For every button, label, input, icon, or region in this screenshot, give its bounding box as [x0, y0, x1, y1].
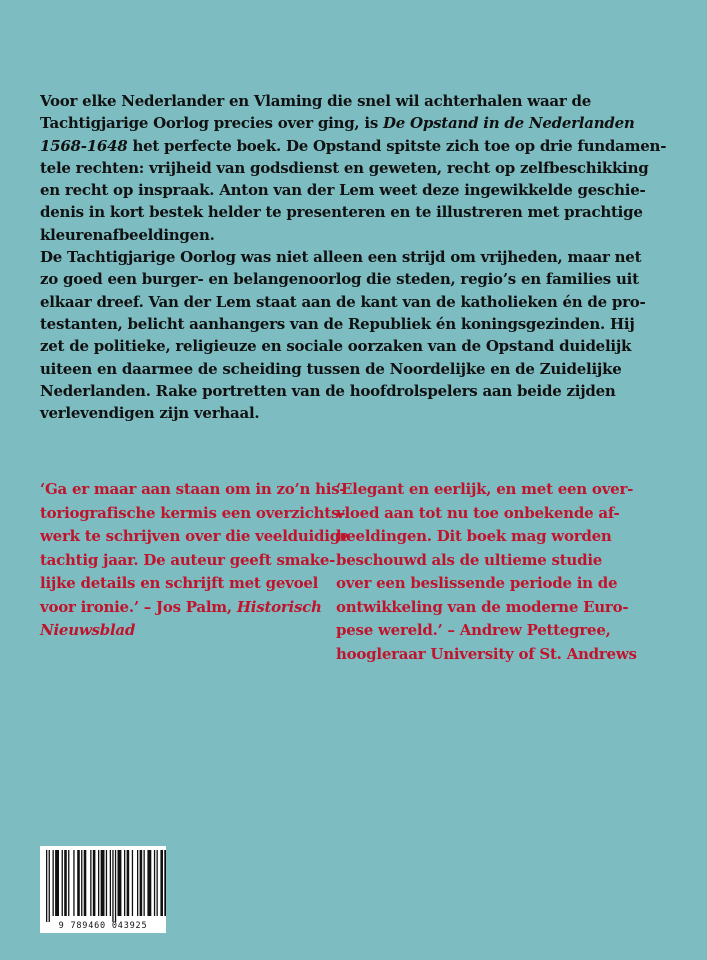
- barcode-bar: [53, 850, 54, 916]
- blurb-line: elkaar dreef. Van der Lem staat aan de kant van de katholieken én de pro-: [40, 292, 646, 311]
- barcode-bar: [64, 850, 67, 916]
- blurb-line: uiteen en daarmee de scheiding tussen de Noordelijke en de Zuidelijke: [40, 359, 622, 378]
- blurb-text-run: Tachtigjarige Oorlog precies over ging, is: [40, 114, 383, 133]
- quote-line: ‘Elegant en eerlijk, en met een over-: [336, 480, 634, 498]
- quote-line: pese wereld.’ – Andrew Pettegree,: [336, 621, 611, 639]
- barcode-bar: [68, 850, 69, 916]
- barcode-bar: [55, 850, 59, 916]
- barcode-bar: [110, 850, 111, 916]
- barcode-bar: [90, 850, 91, 916]
- quote-line: ontwikkeling van de moderne Euro-: [336, 597, 629, 616]
- source-publication-italic: Nieuwsblad: [40, 621, 136, 639]
- quote-line: lijke details en schrijft met gevoel: [40, 574, 319, 592]
- blurb-line: denis in kort bestek helder te presenteren en te illustreren met prachtige: [40, 203, 643, 222]
- barcode-bar: [101, 850, 105, 916]
- blurb-line: Nederlanden. Rake portretten van de hoofdrolspelers aan beide zijden: [40, 381, 616, 400]
- blurb-line: zet de politieke, religieuze en sociale oorzaken van de Opstand duidelijk: [40, 337, 632, 356]
- blurb-line: Voor elke Nederlander en Vlaming die snel wil achterhalen waar de: [40, 92, 592, 110]
- quote-line: [40, 619, 310, 643]
- barcode-bar: [81, 850, 82, 916]
- barcode-bar: [154, 850, 155, 916]
- review-quote-jos-palm: [40, 478, 350, 643]
- blurb-text-run: het perfecte boek. De Opstand spitste zich toe op drie fundamen-: [127, 136, 667, 155]
- quote-line: [40, 596, 322, 620]
- barcode-bar: [118, 850, 122, 916]
- quote-line: tachtig jaar. De auteur geeft smake-: [40, 550, 336, 569]
- barcode-bar: [157, 850, 158, 916]
- book-title-italic: De Opstand in de Nederlanden: [383, 114, 635, 133]
- review-quote-andrew-pettegree: [336, 478, 637, 666]
- blurb-paragraph-1: [40, 90, 667, 246]
- barcode-bar: [124, 850, 125, 916]
- barcode-bar: [49, 850, 50, 922]
- barcode-bar: [77, 850, 80, 916]
- blurb-line: verlevendigen zijn verhaal.: [40, 404, 260, 423]
- blurb-line: testanten, belicht aanhangers van de Republiek én koningsgezinden. Hij: [40, 314, 635, 333]
- blurb-line: [40, 112, 640, 134]
- quote-line: ‘Ga er maar aan staan om in zo’n his-: [40, 480, 346, 498]
- isbn-number: 9 789460 043925: [58, 921, 148, 931]
- barcode-bar: [46, 850, 47, 922]
- barcode-bar: [160, 850, 163, 916]
- barcode-bar: [164, 850, 166, 916]
- blurb-line: kleurenafbeeldingen.: [40, 225, 215, 244]
- isbn-barcode: [40, 846, 166, 933]
- quote-line: beeldingen. Dit boek mag worden: [336, 527, 612, 545]
- barcode-bar: [84, 850, 87, 916]
- barcode-bars: [40, 846, 166, 933]
- barcode-bar: [112, 850, 113, 922]
- source-publication-italic: Historisch: [236, 597, 322, 616]
- quote-line: hoogleraar University of St. Andrews: [336, 644, 637, 663]
- quote-line: vloed aan tot nu toe onbekende af-: [336, 503, 620, 522]
- blurb-paragraph-2: [40, 246, 646, 424]
- blurb-line: zo goed een burger- en belangenoorlog die steden, regio’s en families uit: [40, 270, 639, 289]
- blurb-line: De Tachtigjarige Oorlog was niet alleen een strijd om vrijheden, maar net: [40, 248, 642, 267]
- quote-line: toriografische kermis een overzichts-: [40, 503, 346, 522]
- blurb-text: [40, 90, 667, 424]
- blurb-line: tele rechten: vrijheid van godsdienst en geweten, recht op zelfbeschikking: [40, 158, 649, 177]
- book-years-italic: 1568-1648: [40, 136, 128, 155]
- blurb-line: [40, 135, 667, 157]
- barcode-bar: [140, 850, 143, 916]
- barcode-bar: [73, 850, 74, 916]
- barcode-bar: [147, 850, 151, 916]
- quote-text-run: voor ironie.’ – Jos Palm,: [40, 597, 237, 616]
- quote-line: over een beslissende periode in de: [336, 574, 618, 592]
- barcode-bar: [115, 850, 116, 922]
- barcode-bar: [137, 850, 138, 916]
- barcode-bar: [144, 850, 145, 916]
- barcode-bar: [93, 850, 96, 916]
- barcode-bar: [62, 850, 63, 916]
- barcode-bar: [127, 850, 130, 916]
- barcode-bar: [106, 850, 107, 916]
- quote-line: beschouwd als de ultieme studie: [336, 550, 603, 569]
- blurb-line: en recht op inspraak. Anton van der Lem weet deze ingewikkelde geschie-: [40, 181, 646, 200]
- barcode-bar: [132, 850, 133, 916]
- barcode-bar: [98, 850, 99, 916]
- quote-line: werk te schrijven over die veelduidige: [40, 527, 350, 545]
